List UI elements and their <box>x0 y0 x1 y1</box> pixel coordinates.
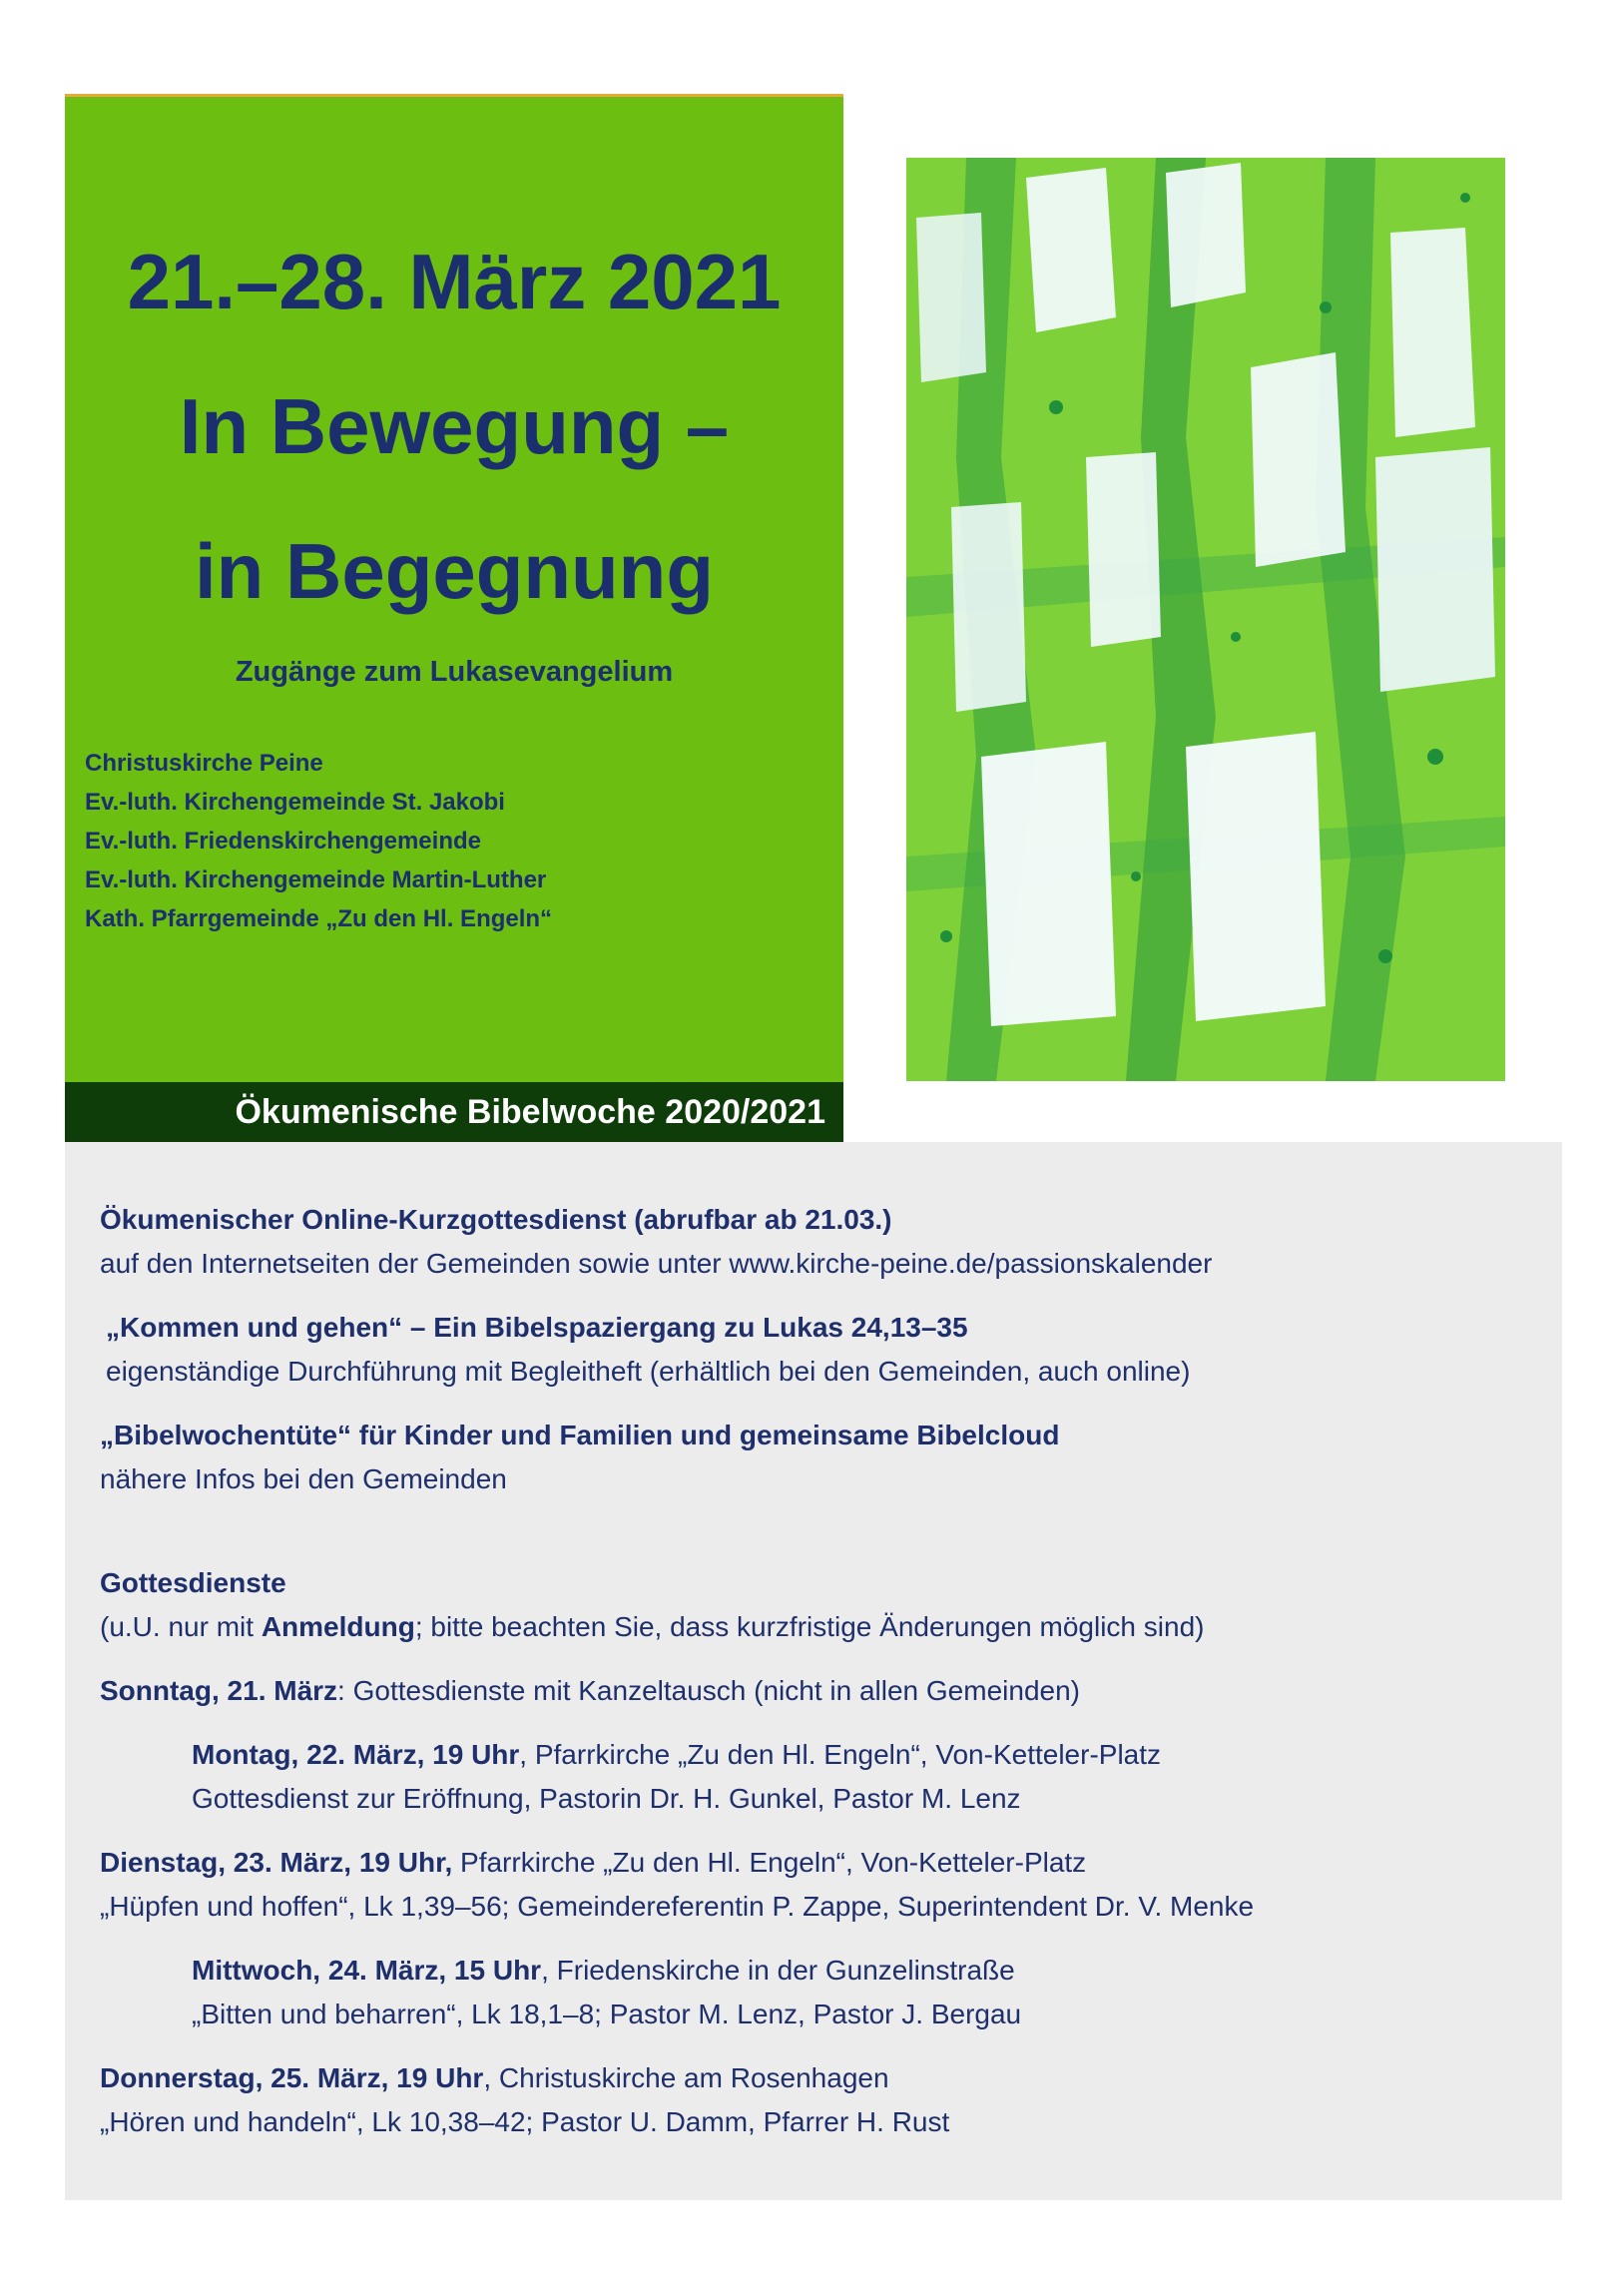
parish-item: Ev.-luth. Kirchengemeinde Martin-Luther <box>85 866 547 893</box>
sunday-text: : Gottesdienste mit Kanzeltausch (nicht in allen Gemeinden) <box>337 1675 1080 1706</box>
service-place: , Friedenskirche in der Gunzelinstraße <box>541 1955 1015 1986</box>
program-box <box>65 1142 1562 2200</box>
bible-week-banner: Ökumenische Bibelwoche 2020/2021 <box>65 1082 843 1142</box>
online-service-text: auf den Internetseiten der Gemeinden sowie unter www.kirche-peine.de/passionskalender <box>100 1248 1213 1279</box>
service-day: Dienstag, 23. März, 19 Uhr, <box>100 1847 453 1878</box>
service-place: Pfarrkirche „Zu den Hl. Engeln“, Von-Ketteler-Platz <box>452 1847 1087 1878</box>
service-day: Mittwoch, 24. März, 15 Uhr <box>192 1955 542 1986</box>
services-note-pre: (u.U. nur mit <box>100 1611 262 1642</box>
sunday-day: Sonntag, 21. März <box>100 1675 338 1706</box>
parish-item: Kath. Pfarrgemeinde „Zu den Hl. Engeln“ <box>85 905 553 932</box>
bible-walk-heading: „Kommen und gehen“ – Ein Bibelspaziergang zu Lukas 24,13–35 <box>106 1312 968 1343</box>
title-panel <box>65 94 843 1142</box>
parish-item: Ev.-luth. Friedenskirchengemeinde <box>85 828 481 855</box>
service-tuesday <box>100 1841 1562 1929</box>
services-note-bold: Anmeldung <box>261 1611 415 1642</box>
services-note <box>100 1605 1562 1649</box>
service-thursday <box>100 2056 1562 2144</box>
service-place: , Christuskirche am Rosenhagen <box>483 2062 889 2093</box>
title-line-2: in Begegnung <box>195 527 714 615</box>
bible-bag-heading: „Bibelwochentüte“ für Kinder und Familien und gemeinsame Bibelcloud <box>100 1420 1060 1450</box>
service-desc: „Hören und handeln“, Lk 10,38–42; Pastor U. Damm, Pfarrer H. Rust <box>100 2106 950 2137</box>
parish-item: Christuskirche Peine <box>85 750 323 777</box>
bible-walk-block <box>100 1306 1562 1394</box>
service-desc: Gottesdienst zur Eröffnung, Pastorin Dr. H. Gunkel, Pastor M. Lenz <box>192 1783 1021 1814</box>
services-heading: Gottesdienste <box>100 1567 286 1598</box>
bible-bag-text: nähere Infos bei den Gemeinden <box>100 1463 507 1494</box>
abstract-painting <box>906 158 1505 1081</box>
sunday-block <box>100 1669 1562 1713</box>
service-desc: „Bitten und beharren“, Lk 18,1–8; Pastor M. Lenz, Pastor J. Bergau <box>192 1999 1022 2029</box>
services-note-post: ; bitte beachten Sie, dass kurzfristige Änderungen möglich sind) <box>414 1611 1205 1642</box>
parish-item: Ev.-luth. Kirchengemeinde St. Jakobi <box>85 789 505 816</box>
title-line-1: In Bewegung – <box>179 382 730 470</box>
service-day: Donnerstag, 25. März, 19 Uhr <box>100 2062 484 2093</box>
parish-list <box>85 744 552 938</box>
services-block <box>100 1561 1562 1649</box>
service-monday <box>100 1733 1562 1821</box>
online-service-block <box>100 1198 1562 1286</box>
service-place: , Pfarrkirche „Zu den Hl. Engeln“, Von-Ketteler-Platz <box>519 1739 1162 1770</box>
service-desc: „Hüpfen und hoffen“, Lk 1,39–56; Gemeindereferentin P. Zappe, Superintendent Dr. V. Menke <box>100 1891 1255 1922</box>
bible-walk-text: eigenständige Durchführung mit Begleitheft (erhältlich bei den Gemeinden, auch online) <box>106 1356 1191 1387</box>
online-service-heading: Ökumenischer Online-Kurzgottesdienst (abrufbar ab 21.03.) <box>100 1204 892 1235</box>
service-wednesday <box>100 1949 1562 2036</box>
subtitle: Zugänge zum Lukasevangelium <box>235 656 674 688</box>
service-day: Montag, 22. März, 19 Uhr <box>192 1739 520 1770</box>
event-date: 21.–28. März 2021 <box>127 238 782 325</box>
bible-bag-block <box>100 1414 1562 1501</box>
